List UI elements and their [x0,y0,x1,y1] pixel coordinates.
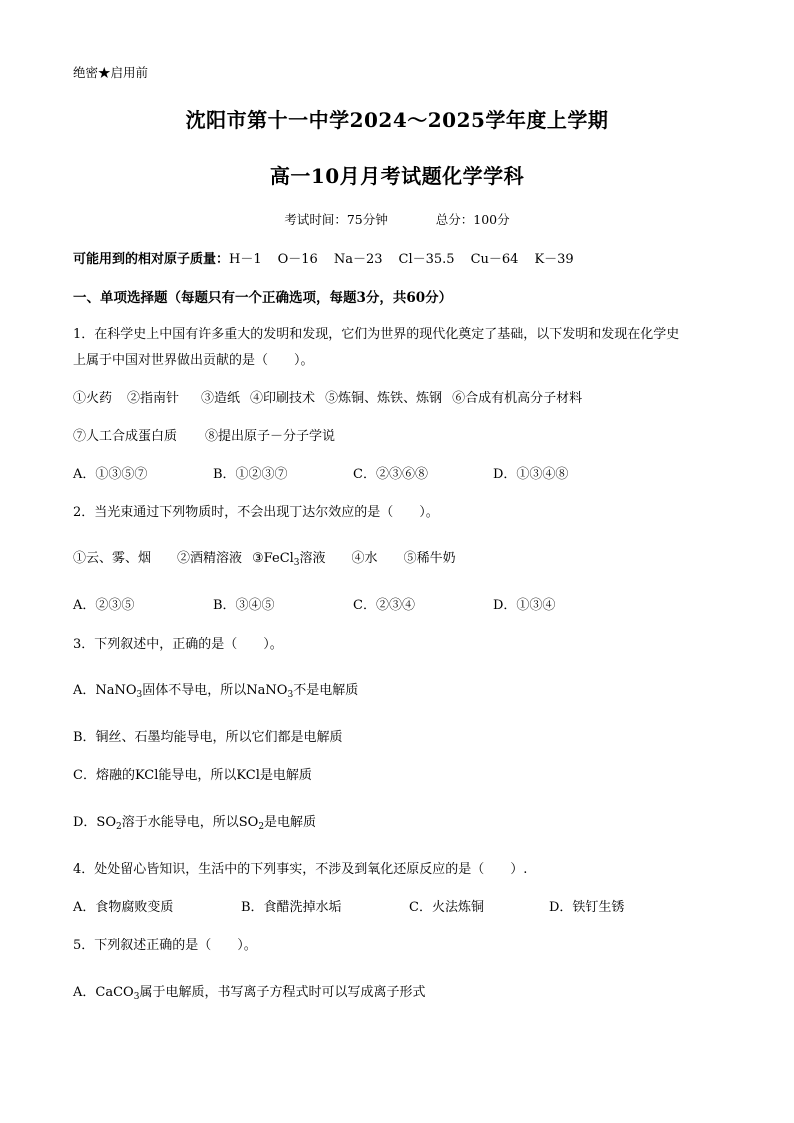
atomic-mass-value: Cl－35.5 [398,252,455,267]
atomic-mass-value: O－16 [277,252,318,267]
exam-title-line2: 高一10月月考试题化学学科 [269,164,525,188]
q2-item: ④水 [351,551,378,566]
q5-option-a: A．CaCO$_3$属于电解质，书写离子方程式时可以写成离子形式 [73,985,426,1002]
q1-options [73,466,633,484]
q2-option-d: D．①③④ [493,598,556,613]
q3-stem: 3．下列叙述中，正确的是（ ）。 [73,637,283,652]
q1-item: ③造纸 [201,391,241,406]
q4-option-d: D．铁钉生锈 [549,900,625,915]
q1-item: ⑥合成有机高分子材料 [452,391,583,406]
atomic-mass-line [73,251,590,269]
q5-stem: 5．下列叙述正确的是（ ）。 [73,938,257,953]
exam-title-line1: 沈阳市第十一中学2024～2025学年度上学期 [185,108,609,132]
q2-stem: 2．当光束通过下列物质时，不会出现丁达尔效应的是（ ）。 [73,505,439,520]
q1-item: ⑦人工合成蛋白质 [73,429,178,444]
q1-item: ⑤炼铜、炼铁、炼钢 [325,391,443,406]
q2-item: ①云、雾、烟 [73,551,152,566]
q4-options [73,899,689,917]
atomic-mass-label: 可能用到的相对原子质量： [73,252,230,267]
q1-stem-line1: 1．在科学史上中国有许多重大的发明和发现，它们为世界的现代化奠定了基础，以下发明和发现在化学史 [73,327,680,342]
q2-options [73,597,633,615]
q4-option-a: A．食物腐败变质 [73,900,174,915]
section-title: 一、单项选择题（每题只有一个正确选项，每题3分，共60分） [73,290,453,306]
atomic-mass-value: Cu－64 [470,252,519,267]
q2-option-c: C．②③④ [353,598,415,613]
q3-option-a: A．NaNO$_3$固体不导电，所以NaNO$_3$不是电解质 [73,683,359,700]
q3-option-b: B．铜丝、石墨均能导电，所以它们都是电解质 [73,730,343,745]
q1-option-a: A．①③⑤⑦ [73,467,148,482]
q1-item: ④印刷技术 [250,391,316,406]
q1-item: ⑧提出原子－分子学说 [205,429,336,444]
q2-item-fecl3: ③FeCl$_3$溶液 [252,551,326,568]
q3-option-c: C．熔融的KCl能导电，所以KCl是电解质 [73,768,312,783]
q4-option-b: B．食醋洗掉水垢 [241,900,342,915]
q2-item: ⑤稀牛奶 [403,551,456,566]
q2-option-b: B．③④⑤ [213,598,275,613]
q2-items [73,550,456,568]
q2-option-a: A．②③⑤ [73,598,135,613]
atomic-mass-value: Na－23 [333,252,383,267]
atomic-mass-value: H－1 [229,252,262,267]
q1-items-line2 [73,428,335,446]
q1-item: ②指南针 [127,391,180,406]
q1-items-line1 [73,390,582,408]
total-score: 总分：100分 [435,212,510,227]
q1-stem-line2: 上属于中国对世界做出贡献的是（ ）。 [73,353,314,368]
exam-info [0,211,794,229]
exam-time: 考试时间：75分钟 [284,212,388,227]
q1-option-b: B．①②③⑦ [213,467,288,482]
q2-item: ②酒精溶液 [177,551,243,566]
q4-option-c: C．火法炼铜 [409,900,484,915]
confidential-label: 绝密★启用前 [73,65,149,80]
q1-option-c: C．②③⑥⑧ [353,467,428,482]
atomic-mass-value: K－39 [534,252,574,267]
q3-option-d: D．$SO_2$溶于水能导电，所以$SO_2$是电解质 [73,815,317,832]
q4-stem: 4．处处留心皆知识，生活中的下列事实，不涉及到氧化还原反应的是（ ）. [73,862,528,877]
q1-option-d: D．①③④⑧ [493,467,569,482]
q1-item: ①火药 [73,391,113,406]
